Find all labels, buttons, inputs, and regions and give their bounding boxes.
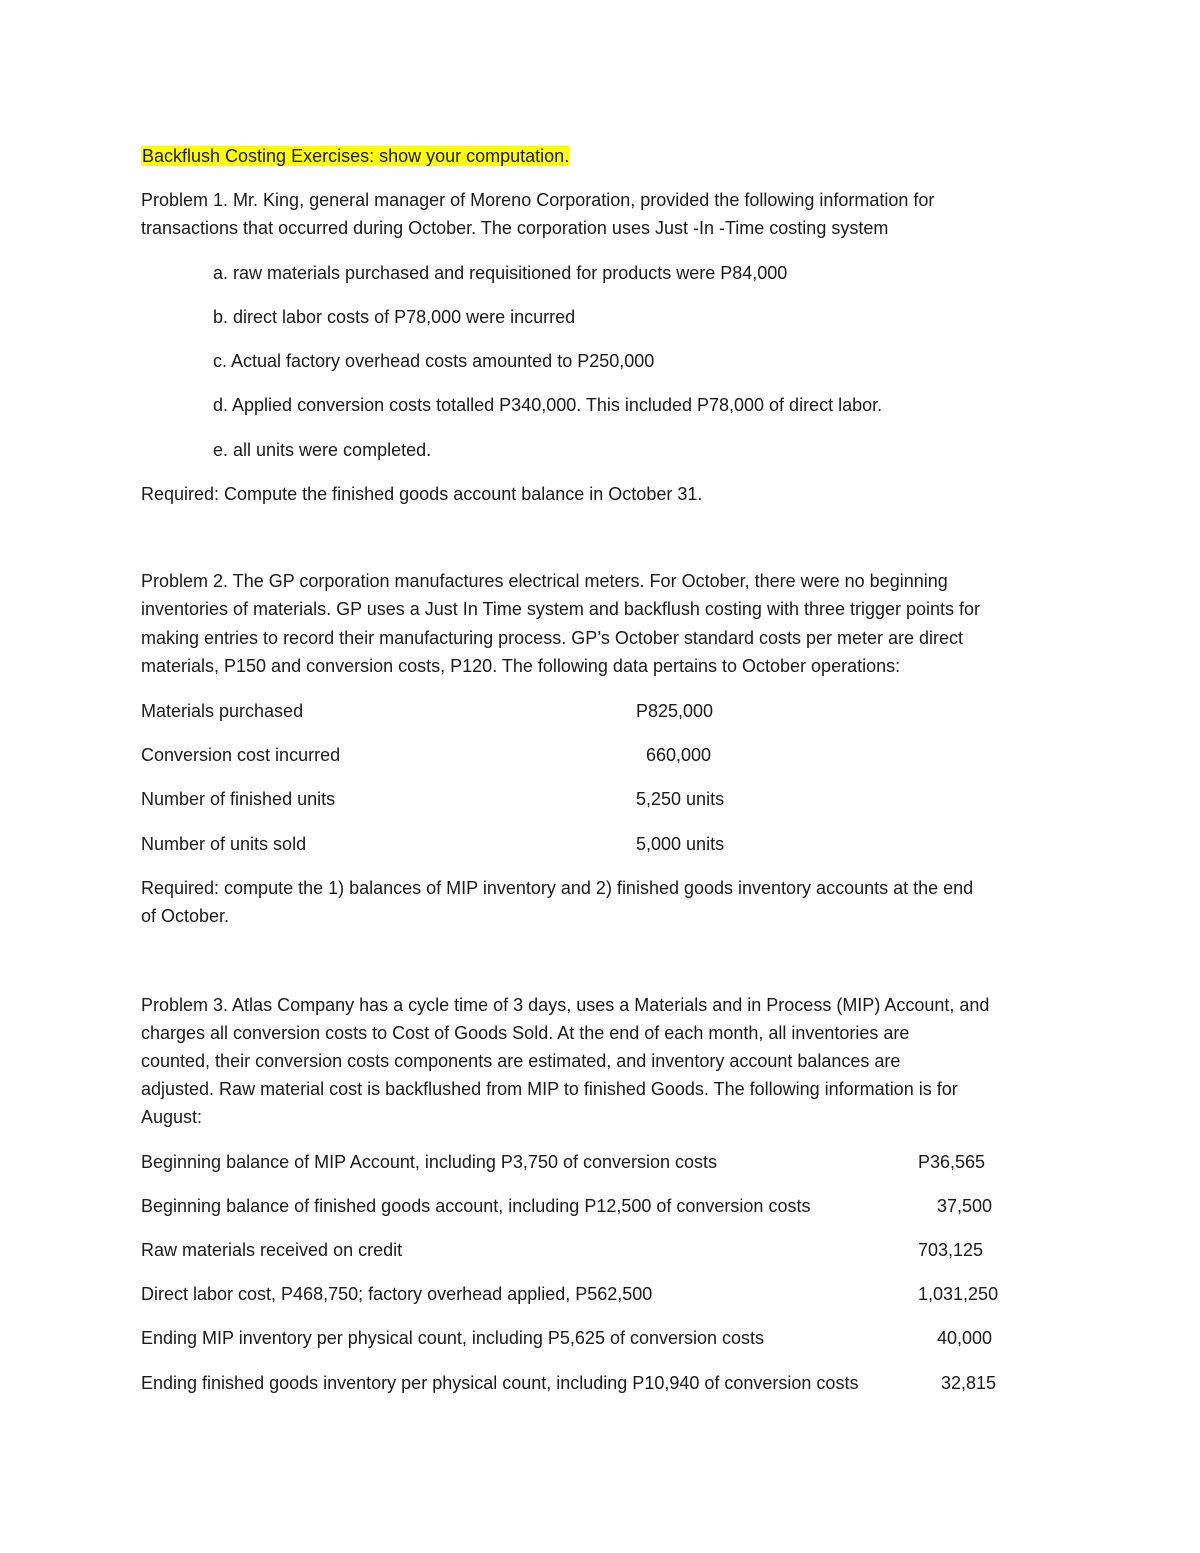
problem3-data-label: Direct labor cost, P468,750; factory overhead applied, P562,500 — [141, 1284, 653, 1304]
problem3-data-label: Beginning balance of MIP Account, including P3,750 of conversion costs — [141, 1152, 718, 1172]
problem2-required-line1: Required: compute the 1) balances of MIP inventory and 2) finished goods inventory accounts at the end — [141, 878, 974, 898]
problem2-intro-line1: Problem 2. The GP corporation manufactures electrical meters. For October, there were no beginning — [141, 571, 948, 591]
problem3-data-label: Raw materials received on credit — [141, 1240, 403, 1260]
problem1-intro-line1: Problem 1. Mr. King, general manager of Moreno Corporation, provided the following information for — [141, 190, 935, 210]
problem2-intro-line2: inventories of materials. GP uses a Just In Time system and backflush costing with three trigger points for — [141, 599, 981, 619]
problem2-intro-line4: materials, P150 and conversion costs, P120. The following data pertains to October operations: — [141, 656, 901, 676]
problem2-intro-line3: making entries to record their manufacturing process. GP’s October standard costs per meter are direct — [141, 628, 964, 648]
problem3-intro-line2: charges all conversion costs to Cost of Goods Sold. At the end of each month, all inventories are — [141, 1023, 910, 1043]
problem3-data-value: P36,565 — [918, 1152, 986, 1172]
problem3-data-value: 1,031,250 — [918, 1284, 999, 1304]
problem2-data-value: P825,000 — [636, 701, 714, 721]
document-title — [141, 142, 570, 170]
problem3-data-value: 703,125 — [918, 1240, 984, 1260]
problem3-data-label: Ending MIP inventory per physical count, including P5,625 of conversion costs — [141, 1328, 765, 1348]
problem2-data-value: 660,000 — [646, 745, 712, 765]
problem2-required-line2: of October. — [141, 906, 230, 926]
problem3-intro-line4: adjusted. Raw material cost is backflushed from MIP to finished Goods. The following information is for — [141, 1079, 958, 1099]
problem3-data-value: 32,815 — [941, 1373, 997, 1393]
problem2-data-value: 5,000 units — [636, 834, 725, 854]
problem1-item-b: b. direct labor costs of P78,000 were incurred — [213, 307, 576, 327]
problem2-data-label: Materials purchased — [141, 701, 304, 721]
problem3-data-value: 40,000 — [937, 1328, 993, 1348]
problem2-data-label: Number of units sold — [141, 834, 307, 854]
problem1-intro-line2: transactions that occurred during October. The corporation uses Just -In -Time costing system — [141, 218, 889, 238]
problem3-intro-line5: August: — [141, 1107, 203, 1127]
problem3-intro-line1: Problem 3. Atlas Company has a cycle time of 3 days, uses a Materials and in Process (MIP) Account, and — [141, 995, 990, 1015]
problem1-item-d: d. Applied conversion costs totalled P340,000. This included P78,000 of direct labor. — [213, 395, 883, 415]
problem1-item-c: c. Actual factory overhead costs amounted to P250,000 — [213, 351, 655, 371]
problem1-item-e: e. all units were completed. — [213, 440, 432, 460]
problem3-data-label: Ending finished goods inventory per physical count, including P10,940 of conversion costs — [141, 1373, 859, 1393]
problem1-item-a: a. raw materials purchased and requisitioned for products were P84,000 — [213, 263, 788, 283]
problem3-data-label: Beginning balance of finished goods account, including P12,500 of conversion costs — [141, 1196, 811, 1216]
problem2-data-label: Conversion cost incurred — [141, 745, 341, 765]
problem2-data-value: 5,250 units — [636, 789, 725, 809]
problem2-data-label: Number of finished units — [141, 789, 336, 809]
highlighted-title: Backflush Costing Exercises: show your computation. — [142, 146, 570, 166]
problem3-intro-line3: counted, their conversion costs components are estimated, and inventory account balances are — [141, 1051, 901, 1071]
problem1-required: Required: Compute the finished goods account balance in October 31. — [141, 484, 703, 504]
problem3-data-value: 37,500 — [937, 1196, 993, 1216]
